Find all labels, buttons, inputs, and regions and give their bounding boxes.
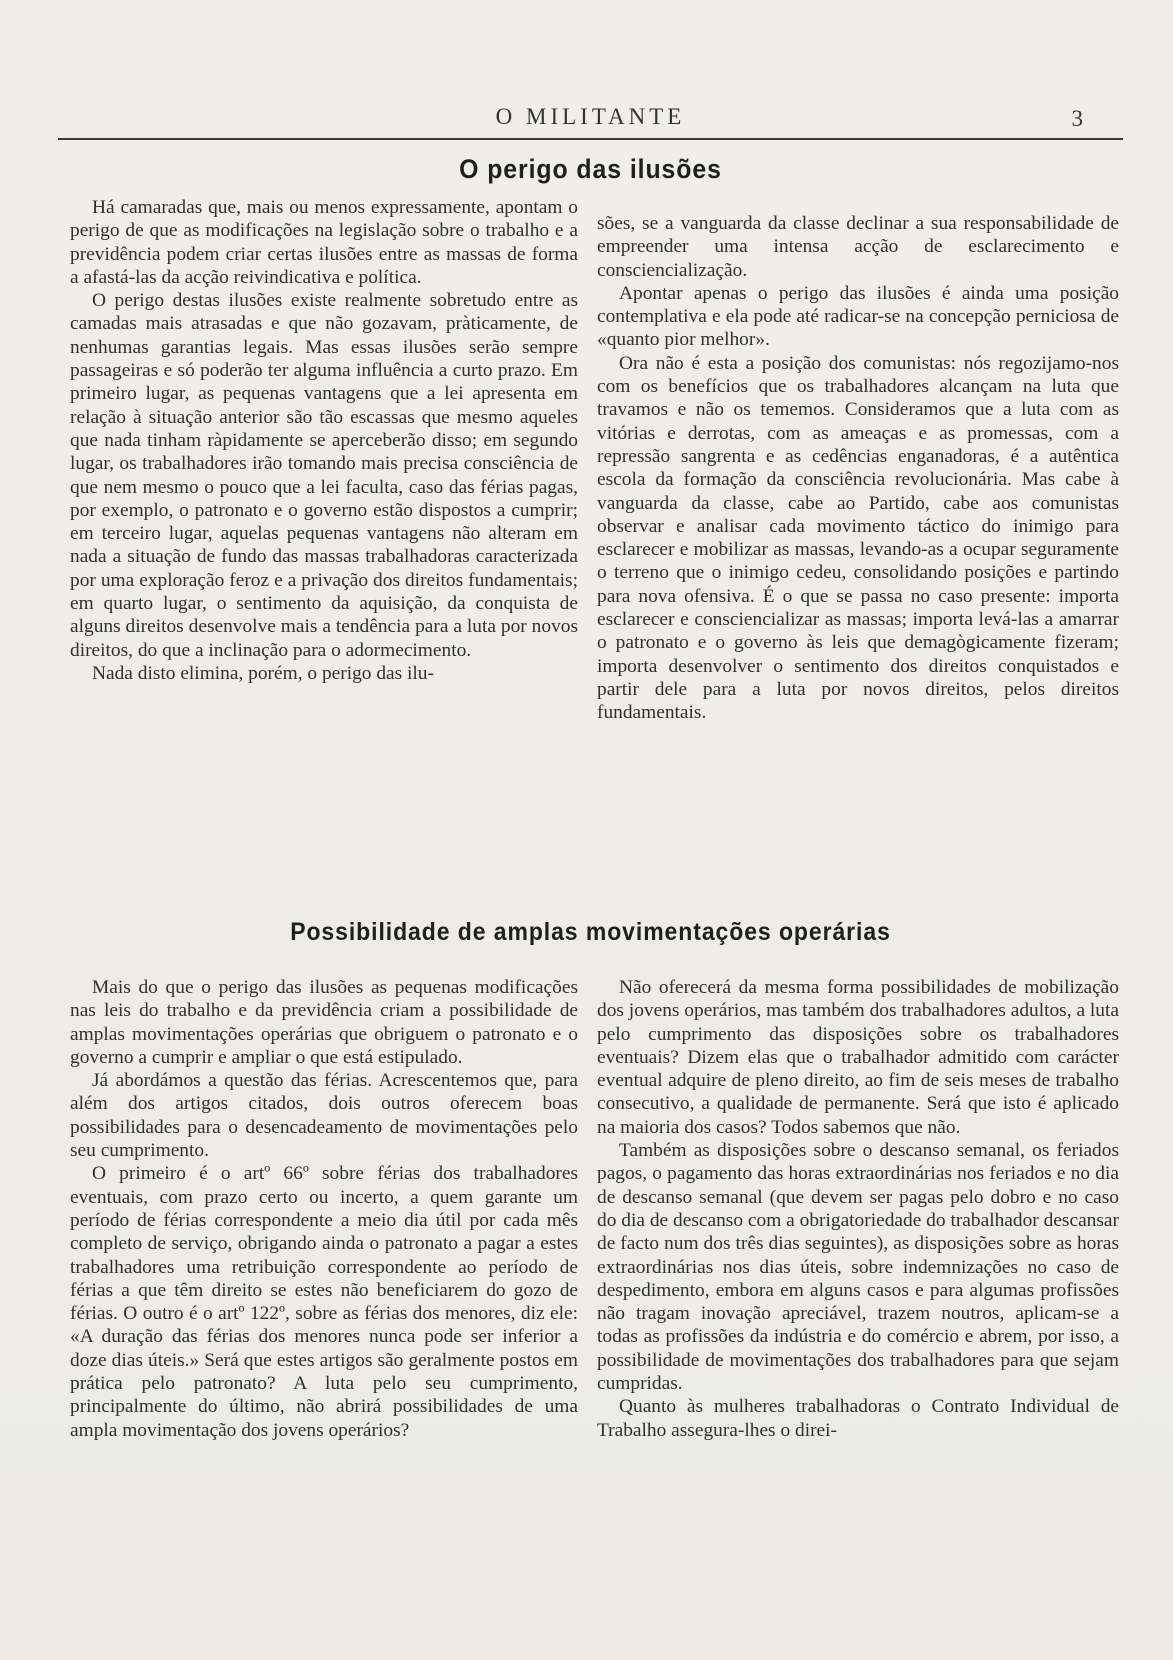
page-number: 3 [1071, 106, 1083, 131]
page-header [58, 96, 1123, 140]
paragraph: O primeiro é o artº 66º sobre férias dos trabalhadores eventuais, com prazo certo ou incerto, a quem garante um período de férias correspondente a meio dia útil por cada mês completo de serviço, obrigando ainda o patronato a pagar a estes trabalhadores uma retribuição correspondente ao período de férias a que têm direito se estes não beneficiarem do gozo de férias. O outro é o artº 122º, sobre as férias dos menores, diz ele: «A duração das férias dos menores nunca pode ser inferior a doze dias úteis.» Será que estes artigos são geralmente postos em prática pelo patronato? A luta pelo seu cumprimento, principalmente do último, não abrirá possibilidades de uma ampla movimentação dos jovens operários? [70, 1163, 578, 1441]
paragraph: Apontar apenas o perigo das ilusões é ainda uma posição contemplativa e ela pode até radicar-se na concepção perniciosa de «quanto pior melhor». [597, 282, 1119, 351]
publication-title: O MILITANTE [495, 104, 686, 129]
paragraph: sões, se a vanguarda da classe declinar a sua responsabilidade de empreender uma intensa acção de esclarecimento e consciencialização. [597, 213, 1119, 281]
paragraph: Quanto às mulheres trabalhadoras o Contrato Individual de Trabalho assegura-lhes o direi- [597, 1396, 1119, 1441]
article2-column-right [597, 976, 1119, 1442]
article-title-perigo: O perigo das ilusões [459, 154, 722, 184]
article2-column-left [70, 976, 578, 1442]
paragraph: Nada disto elimina, porém, o perigo das ilu- [92, 662, 434, 684]
paragraph: Não oferecerá da mesma forma possibilidades de mobilização dos jovens operários, mas também dos trabalhadores adultos, a luta pelo cumprimento das disposições sobre os trabalhadores eventuais? Dizem elas que o trabalhador admitido com carácter eventual adquire de pleno direito, ao fim de seis meses de trabalho consecutivo, a qualidade de permanente. Será que isto é aplicado na maioria dos casos? Todos sabemos que não. [597, 977, 1119, 1138]
paragraph: Também as disposições sobre o descanso semanal, os feriados pagos, o pagamento das horas extraordinárias nos feriados e no dia de descanso semanal (que devem ser pagas pelo dobro e no caso do dia de descanso com a obrigatoriedade do trabalhador descansar de facto num dos três dias seguintes), as disposições sobre as horas extraordinárias nos dias úteis, sobre indemnizações no caso de despedimento, embora em alguns casos e para algumas profissões não tragam inovação apreciável, trazem noutros, aplicam-se a todas as profissões da indústria e do comércio e abrem, por isso, a possibilidade de movimentações dos trabalhadores para que sejam cumpridas. [597, 1140, 1119, 1395]
article-title-possibilidade: Possibilidade de amplas movimentações operárias [290, 918, 891, 946]
paragraph: Já abordámos a questão das férias. Acrescentemos que, para além dos artigos citados, dois outros oferecem boas possibilidades para o desencadeamento de movimentações pelo seu cumprimento. [70, 1070, 578, 1162]
paragraph: Mais do que o perigo das ilusões as pequenas modificações nas leis do trabalho e da previdência criam a possibilidade de amplas movimentações operárias que obriguem o patronato e o governo a cumprir e ampliar o que está estipulado. [70, 977, 578, 1068]
paragraph: O perigo destas ilusões existe realmente sobretudo entre as camadas mais atrasadas e que não gozavam, pràticamente, de nenhumas garantias legais. Mas essas ilusões serão sempre passageiras e só poderão ter alguma influência a curto prazo. Em primeiro lugar, as pequenas vantagens que a lei apresenta em relação à situação anterior são tão escassas que mesmo aqueles que nada tinham ràpidamente se aperceberão disso; em segundo lugar, os trabalhadores irão tomando mais precisa consciência de que nem mesmo o pouco que a lei faculta, caso das férias pagas, por exemplo, o patronato e o governo estão dispostos a cumprir; em terceiro lugar, aquelas pequenas vantagens não alteram em nada a situação de fundo das massas trabalhadoras caracterizada por uma exploração feroz e a privação dos direitos fundamentais; em quarto lugar, o sentimento da aquisição, da conquista de alguns direitos desenvolve mais a tendência para a luta por novos direitos, do que a inclinação para o adormecimento. [70, 290, 578, 661]
article1-column-left [70, 196, 578, 685]
paragraph: Há camaradas que, mais ou menos expressamente, apontam o perigo de que as modificações na legislação sobre o trabalho e a previdência podem criar certas ilusões entre as massas de forma a afastá-las da acção reivindicativa e política. [70, 197, 578, 288]
paragraph: Ora não é esta a posição dos comunistas: nós regozijamo-nos com os benefícios que os trabalhadores alcançam na luta que travamos e não os tememos. Consideramos que a luta com as vitórias e derrotas, com as ameaças e as promessas, com a repressão sangrenta e as cedências enganadoras, é a autêntica escola da formação da consciência revolucionária. Mas cabe à vanguarda da classe, cabe ao Partido, cabe aos comunistas observar e analisar cada movimento táctico do inimigo para esclarecer e mobilizar as massas, levando-as a ocupar seguramente o terreno que o inimigo cedeu, consolidando posições e partindo para nova ofensiva. É o que se passa no caso presente: importa esclarecer e consciencializar as massas; importa levá-las a amarrar o patronato e o governo às leis que demagògicamente fizeram; importa desenvolver o sentimento dos direitos conquistados e partir dele para a luta por novos direitos, pelos direitos fundamentais. [597, 352, 1119, 724]
article1-column-right [597, 212, 1119, 725]
